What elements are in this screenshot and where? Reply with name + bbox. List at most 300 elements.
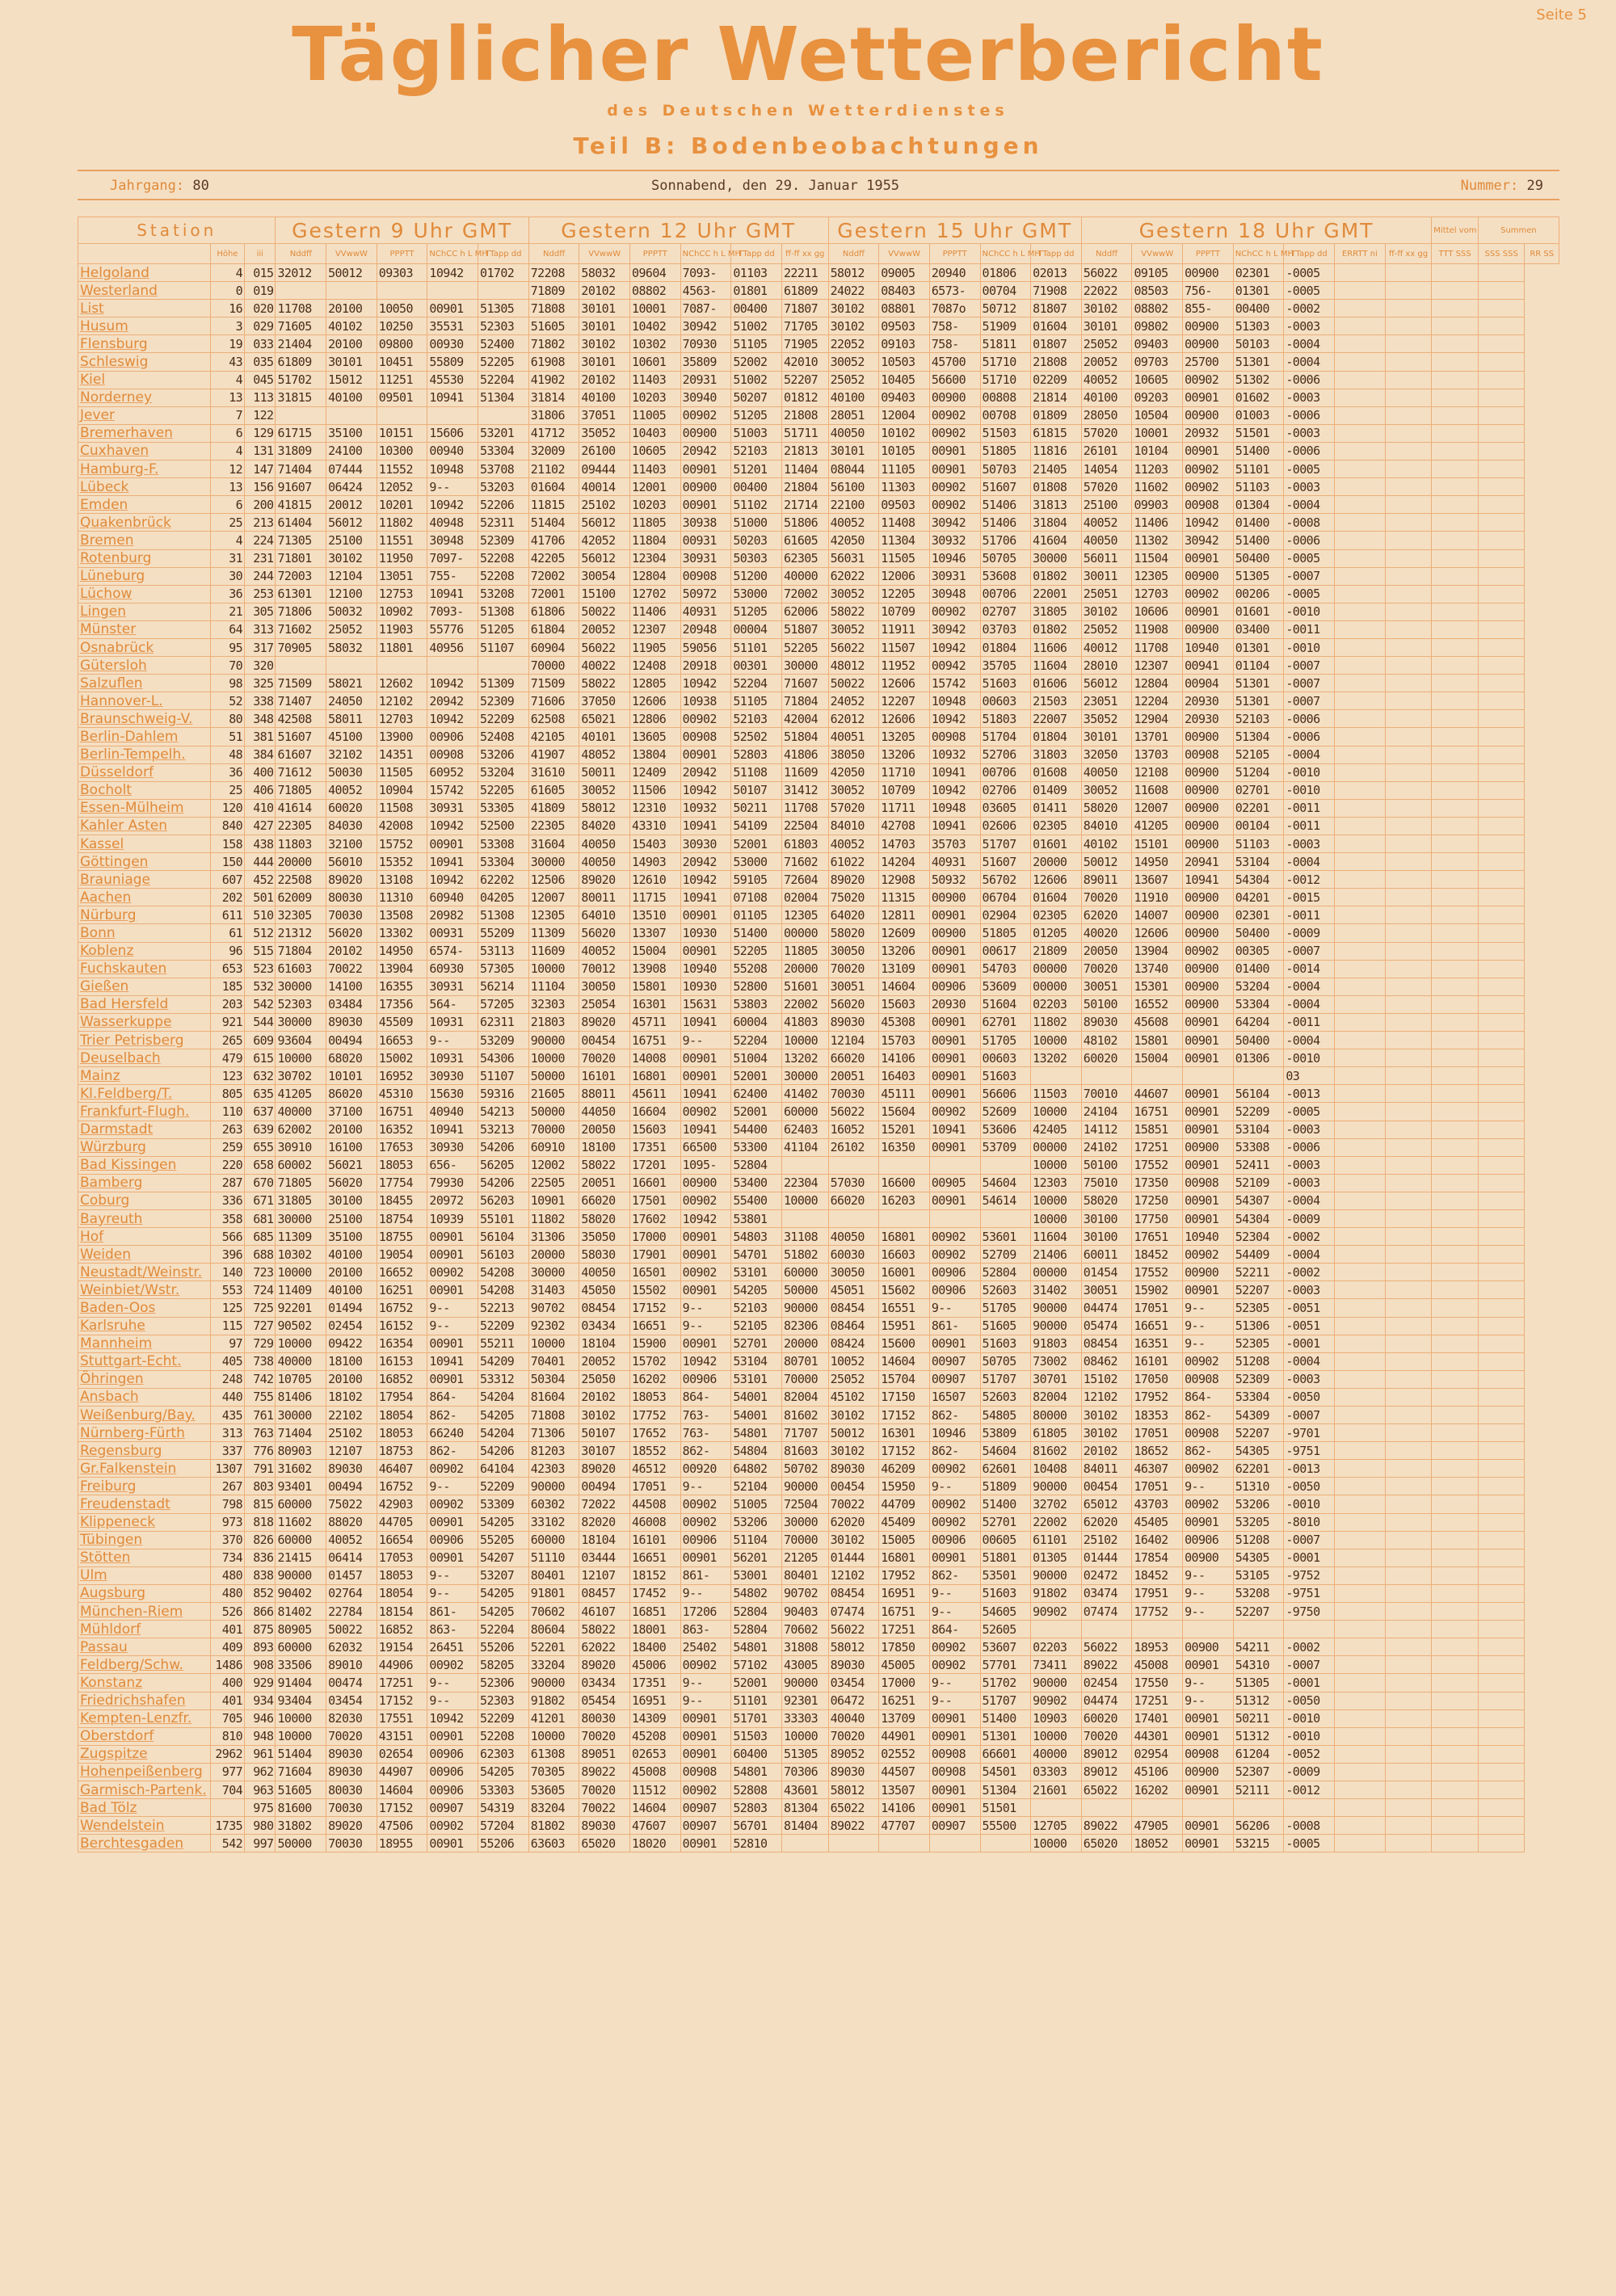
obs-cell: 20000 xyxy=(276,853,326,871)
obs-cell: 51105 xyxy=(731,335,782,353)
obs-cell: 40050 xyxy=(1081,532,1132,549)
obs-cell: 00901 xyxy=(680,460,731,478)
station-name: Jever xyxy=(78,406,211,424)
sub-header-18-0: Nddff xyxy=(1081,244,1132,264)
obs-cell: 71707 xyxy=(781,1424,828,1442)
obs-cell: 71602 xyxy=(781,853,828,871)
obs-cell xyxy=(1385,371,1432,389)
obs-cell: -0003 xyxy=(1284,1370,1335,1388)
obs-cell xyxy=(1432,514,1479,532)
obs-cell: -0050 xyxy=(1284,1692,1335,1709)
station-height: 810 xyxy=(210,1727,244,1745)
obs-cell: 53206 xyxy=(478,746,529,763)
obs-cell: 61803 xyxy=(781,835,828,853)
obs-cell: -0005 xyxy=(1284,1835,1335,1852)
obs-cell: 20942 xyxy=(427,692,478,710)
station-index: 934 xyxy=(245,1692,276,1709)
obs-cell xyxy=(1385,1032,1432,1049)
obs-cell: 7087o xyxy=(929,300,980,317)
obs-cell: 01306 xyxy=(1233,1049,1284,1067)
obs-cell: 00901 xyxy=(680,906,731,924)
station-index: 637 xyxy=(245,1103,276,1121)
obs-cell: 862- xyxy=(929,1407,980,1424)
obs-cell: 15604 xyxy=(879,1103,930,1121)
obs-cell: 00902 xyxy=(1183,371,1234,389)
obs-cell: 10302 xyxy=(630,335,681,353)
obs-cell: 45008 xyxy=(1132,1656,1183,1674)
obs-cell: 52804 xyxy=(731,1621,782,1638)
obs-cell: 13607 xyxy=(1132,871,1183,889)
obs-cell: 11710 xyxy=(879,763,930,781)
obs-cell xyxy=(1183,1799,1234,1817)
obs-cell xyxy=(1335,1388,1386,1406)
obs-cell xyxy=(1132,1621,1183,1638)
obs-cell: 30000 xyxy=(528,853,579,871)
obs-cell: 04474 xyxy=(1081,1692,1132,1709)
obs-cell: 00901 xyxy=(680,1067,731,1085)
obs-cell: 15100 xyxy=(579,585,630,603)
station-index: 438 xyxy=(245,835,276,853)
obs-cell: 18053 xyxy=(377,1424,427,1442)
obs-cell: 11805 xyxy=(781,942,828,960)
obs-cell: 84010 xyxy=(1081,817,1132,835)
obs-cell xyxy=(828,1209,879,1227)
obs-cell xyxy=(1385,1335,1432,1352)
obs-cell: 45608 xyxy=(1132,1013,1183,1031)
obs-cell: 14106 xyxy=(879,1049,930,1067)
station-name: List xyxy=(78,300,211,317)
obs-cell xyxy=(1335,889,1386,906)
obs-cell: 57020 xyxy=(1081,478,1132,496)
obs-cell: 10930 xyxy=(680,924,731,942)
obs-cell: 62311 xyxy=(478,1013,529,1031)
obs-cell: 12753 xyxy=(377,585,427,603)
obs-cell xyxy=(1432,1531,1479,1549)
obs-cell: 90000 xyxy=(1031,1674,1082,1692)
obs-cell: 52306 xyxy=(478,1674,529,1692)
obs-cell: 10300 xyxy=(377,442,427,460)
obs-cell: 91802 xyxy=(528,1692,579,1709)
obs-cell: 1095- xyxy=(680,1156,731,1174)
obs-cell: 12804 xyxy=(630,567,681,585)
obs-cell: 89012 xyxy=(1081,1763,1132,1781)
obs-cell: 52309 xyxy=(1233,1370,1284,1388)
obs-cell: 75020 xyxy=(828,889,879,906)
obs-cell: 32050 xyxy=(1081,746,1132,763)
obs-cell: 00901 xyxy=(929,1709,980,1727)
obs-cell: 54805 xyxy=(980,1407,1031,1424)
station-index: 838 xyxy=(245,1566,276,1584)
obs-cell: 62012 xyxy=(828,710,879,728)
sub-header-9-3: NChCC h L MH xyxy=(427,244,478,264)
obs-cell: 20100 xyxy=(326,1370,377,1388)
obs-cell: 12606 xyxy=(879,710,930,728)
table-row xyxy=(78,1032,1559,1049)
obs-cell: 17952 xyxy=(879,1566,930,1584)
obs-cell: 10709 xyxy=(879,781,930,799)
obs-cell: -0004 xyxy=(1284,853,1335,871)
obs-cell xyxy=(1385,942,1432,960)
station-index: 962 xyxy=(245,1763,276,1781)
obs-cell: 52701 xyxy=(980,1513,1031,1531)
obs-cell: 71805 xyxy=(276,1174,326,1192)
obs-cell: 42405 xyxy=(1031,1121,1082,1138)
obs-cell: 88011 xyxy=(579,1085,630,1103)
obs-cell xyxy=(1385,1103,1432,1121)
sub-header-iii: iii xyxy=(245,244,276,264)
obs-cell: 30100 xyxy=(1081,1228,1132,1246)
table-row xyxy=(78,282,1559,300)
obs-cell: 61806 xyxy=(528,603,579,620)
obs-cell: 37051 xyxy=(579,406,630,424)
obs-cell: 40050 xyxy=(579,835,630,853)
obs-cell xyxy=(1478,442,1525,460)
obs-cell: 44906 xyxy=(377,1656,427,1674)
obs-cell: 00902 xyxy=(1183,1495,1234,1513)
obs-cell: 60030 xyxy=(828,1246,879,1264)
obs-cell: 00907 xyxy=(929,1370,980,1388)
obs-cell: 01604 xyxy=(1031,889,1082,906)
obs-cell: 00708 xyxy=(980,406,1031,424)
obs-cell: 52001 xyxy=(731,1103,782,1121)
obs-cell: 52305 xyxy=(1233,1299,1284,1317)
station-index: 045 xyxy=(245,371,276,389)
obs-cell: 15352 xyxy=(377,853,427,871)
obs-cell: -0002 xyxy=(1284,1228,1335,1246)
obs-cell: 89020 xyxy=(579,1013,630,1031)
obs-cell: 12305 xyxy=(781,906,828,924)
obs-cell: 80905 xyxy=(276,1621,326,1638)
obs-cell xyxy=(1335,549,1386,567)
obs-cell: 10942 xyxy=(1183,514,1234,532)
table-row xyxy=(78,746,1559,763)
table-row xyxy=(78,264,1559,282)
station-height: 287 xyxy=(210,1174,244,1192)
obs-cell: 60302 xyxy=(528,1495,579,1513)
obs-cell: 21405 xyxy=(1031,460,1082,478)
obs-cell: 864- xyxy=(1183,1388,1234,1406)
obs-cell: 54803 xyxy=(731,1228,782,1246)
obs-cell: 72208 xyxy=(528,264,579,282)
obs-cell: 01494 xyxy=(326,1299,377,1317)
obs-cell: 41803 xyxy=(781,1013,828,1031)
obs-cell: 01304 xyxy=(1233,496,1284,514)
obs-cell: 11950 xyxy=(377,549,427,567)
station-index: 231 xyxy=(245,549,276,567)
obs-cell: 02706 xyxy=(980,781,1031,799)
obs-cell xyxy=(1385,710,1432,728)
obs-cell: 62002 xyxy=(276,1121,326,1138)
obs-cell: 24104 xyxy=(1081,1103,1132,1121)
obs-cell: 15102 xyxy=(1081,1370,1132,1388)
obs-cell xyxy=(1478,1478,1525,1495)
station-height: 370 xyxy=(210,1531,244,1549)
obs-cell: 30054 xyxy=(579,567,630,585)
station-height: 52 xyxy=(210,692,244,710)
obs-cell xyxy=(1432,1067,1479,1085)
station-height: 435 xyxy=(210,1407,244,1424)
obs-cell: 51302 xyxy=(1233,371,1284,389)
obs-cell: 17150 xyxy=(879,1388,930,1406)
obs-cell xyxy=(1385,799,1432,817)
table-row xyxy=(78,942,1559,960)
obs-cell: 52002 xyxy=(731,353,782,371)
station-index: 763 xyxy=(245,1424,276,1442)
obs-cell xyxy=(1385,781,1432,799)
obs-cell: 52309 xyxy=(478,532,529,549)
obs-cell: 00902 xyxy=(929,406,980,424)
obs-cell xyxy=(879,1835,930,1852)
station-index: 929 xyxy=(245,1674,276,1692)
obs-cell xyxy=(276,657,326,675)
obs-cell: 40014 xyxy=(579,478,630,496)
obs-cell xyxy=(1432,620,1479,638)
obs-cell: 16801 xyxy=(879,1549,930,1566)
obs-cell xyxy=(1478,692,1525,710)
obs-cell xyxy=(828,1156,879,1174)
obs-cell xyxy=(1385,1513,1432,1531)
obs-cell: 17051 xyxy=(1132,1478,1183,1495)
obs-cell xyxy=(1385,1781,1432,1798)
obs-cell: 46307 xyxy=(1132,1460,1183,1478)
obs-cell xyxy=(1432,1264,1479,1281)
obs-cell: 61301 xyxy=(276,585,326,603)
obs-cell: -0050 xyxy=(1284,1388,1335,1406)
obs-cell xyxy=(1478,1264,1525,1281)
obs-cell: 14604 xyxy=(879,1352,930,1370)
obs-cell: 50211 xyxy=(1233,1709,1284,1727)
obs-cell: 00900 xyxy=(1183,1549,1234,1566)
obs-cell: 15851 xyxy=(1132,1121,1183,1138)
obs-cell: 9-- xyxy=(680,1692,731,1709)
obs-cell: 89051 xyxy=(579,1745,630,1763)
obs-cell xyxy=(1385,906,1432,924)
obs-cell: 00901 xyxy=(680,1335,731,1352)
obs-cell: 52205 xyxy=(478,781,529,799)
station-name: Klippeneck xyxy=(78,1513,211,1531)
obs-cell: 862- xyxy=(427,1407,478,1424)
obs-cell xyxy=(1335,335,1386,353)
obs-cell: 00901 xyxy=(929,1032,980,1049)
obs-cell xyxy=(1478,1407,1525,1424)
obs-cell: 17750 xyxy=(1132,1209,1183,1227)
obs-cell: 10605 xyxy=(630,442,681,460)
obs-cell: 50705 xyxy=(980,1352,1031,1370)
obs-cell: 90702 xyxy=(781,1584,828,1602)
obs-cell: 17952 xyxy=(1132,1388,1183,1406)
obs-cell: 70020 xyxy=(828,1727,879,1745)
obs-cell: 93604 xyxy=(276,1032,326,1049)
obs-cell xyxy=(1432,1174,1479,1192)
sub-header-summen-0: TTT SSS xyxy=(1432,244,1479,264)
obs-cell: 71806 xyxy=(276,603,326,620)
obs-cell: 02209 xyxy=(1031,371,1082,389)
obs-cell: 61308 xyxy=(528,1745,579,1763)
obs-cell: 22305 xyxy=(276,817,326,835)
station-height: 220 xyxy=(210,1156,244,1174)
obs-cell: 25052 xyxy=(828,1370,879,1388)
obs-cell: -0004 xyxy=(1284,1246,1335,1264)
obs-cell: 07108 xyxy=(731,889,782,906)
observation-rows xyxy=(78,264,1559,1852)
obs-cell: 30931 xyxy=(427,978,478,995)
obs-cell: 51205 xyxy=(731,603,782,620)
obs-cell: 26451 xyxy=(427,1638,478,1656)
obs-cell: 48012 xyxy=(828,657,879,675)
obs-cell: 00706 xyxy=(980,585,1031,603)
station-height: 16 xyxy=(210,300,244,317)
obs-cell: 59105 xyxy=(731,871,782,889)
obs-cell xyxy=(1478,282,1525,300)
obs-cell: 17350 xyxy=(1132,1174,1183,1192)
obs-cell: 09444 xyxy=(579,460,630,478)
obs-cell: 30101 xyxy=(579,317,630,335)
station-name: Freudenstadt xyxy=(78,1495,211,1513)
obs-cell: 32009 xyxy=(528,442,579,460)
obs-cell xyxy=(1432,1460,1479,1478)
obs-cell: 00901 xyxy=(1183,1049,1234,1067)
obs-cell: 17551 xyxy=(377,1709,427,1727)
obs-cell: 65021 xyxy=(579,710,630,728)
obs-cell: 40931 xyxy=(929,853,980,871)
obs-cell xyxy=(1432,1835,1479,1852)
obs-cell: 31813 xyxy=(1031,496,1082,514)
obs-cell: 00901 xyxy=(680,1049,731,1067)
obs-cell: -0006 xyxy=(1284,442,1335,460)
obs-cell: 11309 xyxy=(276,1228,326,1246)
obs-cell: 03 xyxy=(1284,1067,1335,1085)
obs-cell: 81602 xyxy=(1031,1442,1082,1460)
obs-cell: 42050 xyxy=(828,763,879,781)
obs-cell: 18953 xyxy=(1132,1638,1183,1656)
station-index: 635 xyxy=(245,1085,276,1103)
obs-cell: 51605 xyxy=(980,1317,1031,1335)
obs-cell: 00901 xyxy=(680,1549,731,1566)
obs-cell xyxy=(1335,300,1386,317)
obs-cell xyxy=(1385,924,1432,942)
table-row xyxy=(78,960,1559,978)
obs-cell xyxy=(1432,1246,1479,1264)
obs-cell xyxy=(1478,1335,1525,1352)
obs-cell: 20000 xyxy=(528,1246,579,1264)
obs-cell: 89022 xyxy=(579,1763,630,1781)
obs-cell: 00603 xyxy=(980,1049,1031,1067)
obs-cell: 20102 xyxy=(579,282,630,300)
station-height: 12 xyxy=(210,460,244,478)
obs-cell: 12606 xyxy=(1132,924,1183,942)
table-row xyxy=(78,781,1559,799)
obs-cell: 861- xyxy=(427,1603,478,1621)
obs-cell: 31602 xyxy=(276,1460,326,1478)
obs-cell xyxy=(1432,1192,1479,1209)
obs-cell: 08424 xyxy=(828,1335,879,1352)
obs-cell: 01602 xyxy=(1233,389,1284,406)
obs-cell: -0010 xyxy=(1284,1495,1335,1513)
obs-cell: 20051 xyxy=(828,1067,879,1085)
obs-cell: 10942 xyxy=(427,817,478,835)
obs-cell: 11804 xyxy=(630,532,681,549)
obs-cell: 52211 xyxy=(1233,1264,1284,1281)
obs-cell: 00400 xyxy=(1233,300,1284,317)
sub-header-summen-1: SSS SSS xyxy=(1478,244,1525,264)
obs-cell: 60020 xyxy=(326,799,377,817)
obs-cell xyxy=(1385,300,1432,317)
obs-cell: 52111 xyxy=(1233,1781,1284,1798)
obs-cell: 70020 xyxy=(579,1049,630,1067)
obs-cell: 15600 xyxy=(879,1335,930,1352)
obs-cell: 62020 xyxy=(1081,906,1132,924)
obs-cell xyxy=(1432,1442,1479,1460)
obs-cell: 82030 xyxy=(326,1709,377,1727)
station-index: 836 xyxy=(245,1549,276,1566)
obs-cell: 60930 xyxy=(427,960,478,978)
obs-cell: 10942 xyxy=(929,638,980,656)
obs-cell xyxy=(1335,710,1386,728)
station-height: 480 xyxy=(210,1584,244,1602)
obs-cell xyxy=(1183,1621,1234,1638)
obs-cell: 00900 xyxy=(680,1174,731,1192)
obs-cell xyxy=(1478,657,1525,675)
station-height: 553 xyxy=(210,1281,244,1299)
obs-cell: 53801 xyxy=(731,1209,782,1227)
obs-cell: 89030 xyxy=(326,1460,377,1478)
obs-cell: 58022 xyxy=(579,1156,630,1174)
obs-cell: 91404 xyxy=(276,1674,326,1692)
obs-cell xyxy=(1335,1085,1386,1103)
obs-cell: 40948 xyxy=(427,514,478,532)
obs-cell: 18054 xyxy=(377,1407,427,1424)
station-height xyxy=(210,1799,244,1817)
obs-cell: 17951 xyxy=(1132,1584,1183,1602)
obs-cell: 11203 xyxy=(1132,460,1183,478)
obs-cell: 11406 xyxy=(630,603,681,620)
obs-cell: 00900 xyxy=(1183,728,1234,746)
obs-cell: 12108 xyxy=(1132,763,1183,781)
obs-cell: 41907 xyxy=(528,746,579,763)
obs-cell: 31804 xyxy=(1031,514,1082,532)
station-index: 866 xyxy=(245,1603,276,1621)
obs-cell: 60400 xyxy=(731,1745,782,1763)
obs-cell xyxy=(1478,1835,1525,1852)
obs-cell: 10902 xyxy=(377,603,427,620)
obs-cell: 11604 xyxy=(1031,657,1082,675)
obs-cell: 00901 xyxy=(680,1228,731,1246)
obs-cell: 00908 xyxy=(1183,1424,1234,1442)
obs-cell: 00902 xyxy=(680,1656,731,1674)
obs-cell xyxy=(1385,817,1432,835)
obs-cell: 00906 xyxy=(929,978,980,995)
obs-cell: 00808 xyxy=(980,389,1031,406)
obs-cell: 21813 xyxy=(781,442,828,460)
obs-cell: 05454 xyxy=(579,1692,630,1709)
obs-cell: 24022 xyxy=(828,282,879,300)
station-index: 893 xyxy=(245,1638,276,1656)
obs-cell xyxy=(1385,1013,1432,1031)
obs-cell xyxy=(1385,1727,1432,1745)
obs-cell: 9-- xyxy=(1183,1335,1234,1352)
station-name: Freiburg xyxy=(78,1478,211,1495)
obs-cell: 16251 xyxy=(377,1281,427,1299)
obs-cell xyxy=(1478,371,1525,389)
obs-cell: 81600 xyxy=(276,1799,326,1817)
obs-cell: 83204 xyxy=(528,1799,579,1817)
obs-cell: 00206 xyxy=(1233,585,1284,603)
station-height: 704 xyxy=(210,1781,244,1798)
obs-cell: 00900 xyxy=(1183,799,1234,817)
obs-cell: 11708 xyxy=(781,799,828,817)
obs-cell: 71407 xyxy=(276,692,326,710)
obs-cell: 15742 xyxy=(929,675,980,692)
